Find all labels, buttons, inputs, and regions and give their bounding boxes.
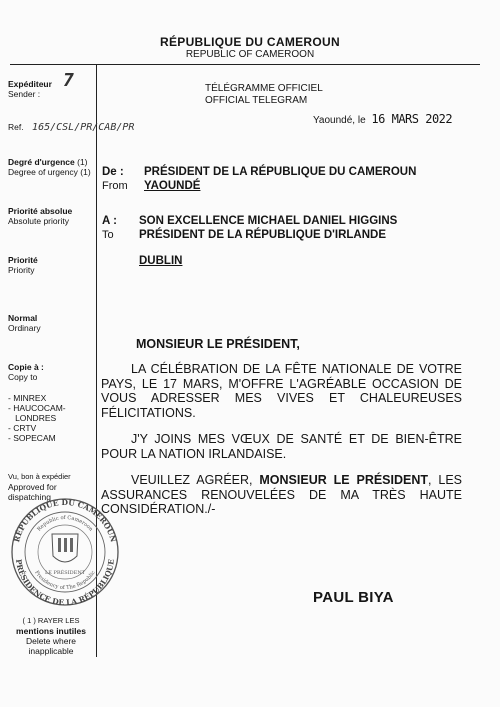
- copy-item: - SOPECAM: [8, 433, 56, 443]
- priority-en: Priority: [8, 265, 35, 275]
- seal-text-outer-bottom: PRÉSIDENCE DE LA RÉPUBLIQUE: [14, 558, 116, 606]
- urgency-note: (1): [77, 157, 88, 167]
- from-label-en: From: [102, 180, 128, 192]
- seal-text-inner-top: Republic of Cameroon: [36, 514, 94, 533]
- coat-of-arms-icon: [52, 534, 78, 562]
- paragraph-3-end: , LES ASSURANCES RENOUVELÉES DE MA TRÈS HAUTE CONSIDÉRATION./-: [101, 473, 463, 516]
- paragraph-2: J'Y JOINS MES VŒUX DE SANTÉ ET DE BIEN-ÊTRE POUR LA NATION IRLANDAISE.: [101, 432, 462, 461]
- footnote-line-2: mentions inutiles: [16, 626, 86, 636]
- normal-block: [8, 313, 41, 333]
- absolute-priority-block: [8, 206, 72, 226]
- date-stamp: 16 MARS 2022: [371, 112, 453, 126]
- reference-line: [8, 117, 158, 135]
- paragraph-1: LA CÉLÉBRATION DE LA FÊTE NATIONALE DE VOTRE PAYS, LE 17 MARS, M'OFFRE L'AGRÉABLE OCCASION DE VOUS ADRESSER MES VIVES ET CHALEUREUSES FÉLICITATIONS.: [101, 362, 462, 420]
- priority-block: [8, 255, 38, 275]
- copy-item: LONDRES: [8, 413, 57, 423]
- from-line-1: PRÉSIDENT DE LA RÉPUBLIQUE DU CAMEROUN: [144, 166, 417, 178]
- republic-title-fr: RÉPUBLIQUE DU CAMEROUN: [160, 35, 340, 49]
- normal-en: Ordinary: [8, 323, 41, 333]
- approval-en-2: dispatching: [8, 492, 52, 502]
- copy-label-en: Copy to: [8, 372, 38, 382]
- footnote-line-1: ( 1 ) RAYER LES: [22, 616, 80, 625]
- copy-block: [8, 362, 94, 443]
- date-place: Yaoundé, le: [313, 115, 366, 126]
- top-rule: [10, 64, 480, 65]
- normal-fr: Normal: [8, 313, 38, 323]
- copy-item: - MINREX: [8, 393, 47, 403]
- sender-mark: 7: [63, 70, 74, 91]
- sender-block: [8, 70, 94, 99]
- footnote-block: [8, 616, 94, 656]
- seal-center-text: LE PRÉSIDENT: [44, 570, 86, 576]
- ref-value: 165/CSL/PR/CAB/PR: [32, 122, 135, 133]
- copy-label-fr: Copie à :: [8, 362, 44, 372]
- salutation: MONSIEUR LE PRÉSIDENT,: [136, 337, 300, 351]
- priority-fr: Priorité: [8, 255, 38, 265]
- to-line-1: SON EXCELLENCE MICHAEL DANIEL HIGGINS: [139, 215, 398, 227]
- seal-text-outer-top: RÉPUBLIQUE DU CAMEROUN: [12, 497, 118, 544]
- copy-item: - CRTV: [8, 423, 37, 433]
- absolute-priority-en: Absolute priority: [8, 216, 69, 226]
- urgency-block: [8, 157, 94, 177]
- signature: PAUL BIYA: [313, 589, 394, 606]
- paragraph-3: [101, 473, 462, 517]
- to-label-en: To: [102, 229, 114, 241]
- approval-fr: Vu, bon à expédier: [8, 472, 71, 481]
- telegram-title-en: OFFICIAL TELEGRAM: [205, 95, 308, 106]
- absolute-priority-fr: Priorité absolue: [8, 206, 73, 216]
- svg-text:PRÉSIDENCE DE LA RÉPUBLIQUE: [14, 558, 116, 606]
- to-line-2: PRÉSIDENT DE LA RÉPUBLIQUE D'IRLANDE: [139, 229, 387, 241]
- paragraph-3-addressee: MONSIEUR LE PRÉSIDENT: [259, 473, 429, 487]
- footnote-line-4: inapplicable: [28, 646, 74, 656]
- seal-text-inner-bottom: Presidency of The Republic: [33, 569, 97, 592]
- copy-item: - HAUCOCAM-: [8, 403, 66, 413]
- sender-label-fr: Expéditeur: [8, 79, 52, 89]
- sender-label-en: Sender :: [8, 89, 41, 99]
- footnote-line-3: Delete where: [25, 636, 77, 646]
- paragraph-3-start: VEUILLEZ AGRÉER,: [131, 473, 260, 487]
- urgency-label-en: Degree of urgency (1): [8, 167, 91, 177]
- to-label-fr: A :: [102, 215, 117, 227]
- approval-en-1: Approved for: [8, 482, 57, 492]
- telegram-title-fr: TÉLÉGRAMME OFFICIEL: [205, 83, 323, 94]
- to-city: DUBLIN: [139, 255, 183, 267]
- from-label-fr: De :: [102, 166, 124, 178]
- republic-title-en: REPUBLIC OF CAMEROON: [185, 49, 315, 60]
- ref-label: Ref.: [8, 122, 24, 132]
- urgency-label-fr: Degré d'urgence: [8, 157, 75, 167]
- from-line-2: YAOUNDÉ: [144, 180, 201, 192]
- date-line: [313, 112, 452, 126]
